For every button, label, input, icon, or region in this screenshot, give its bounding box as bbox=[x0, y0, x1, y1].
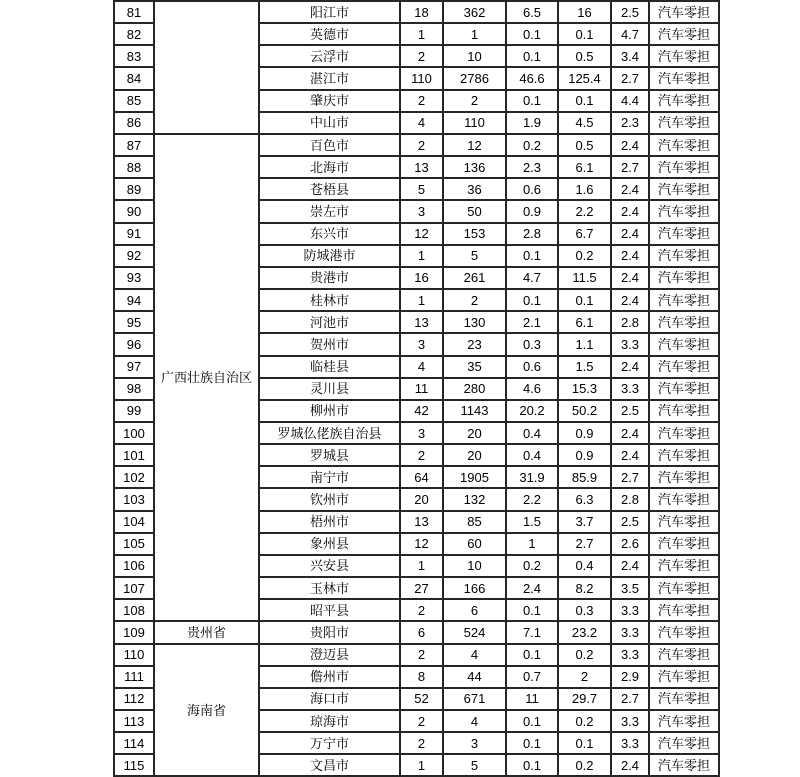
freight-type-cell: 汽车零担 bbox=[649, 156, 719, 178]
value-cell: 6.1 bbox=[558, 156, 611, 178]
city-cell: 灵川县 bbox=[259, 378, 400, 400]
value-cell: 3 bbox=[400, 200, 443, 222]
row-number-cell: 112 bbox=[114, 688, 154, 710]
value-cell: 6.1 bbox=[558, 311, 611, 333]
value-cell: 0.4 bbox=[558, 555, 611, 577]
value-cell: 0.4 bbox=[506, 444, 558, 466]
value-cell: 11 bbox=[400, 378, 443, 400]
city-cell: 肇庆市 bbox=[259, 90, 400, 112]
value-cell: 0.4 bbox=[506, 422, 558, 444]
value-cell: 2.8 bbox=[611, 311, 649, 333]
freight-type-cell: 汽车零担 bbox=[649, 223, 719, 245]
value-cell: 3 bbox=[400, 333, 443, 355]
freight-type-cell: 汽车零担 bbox=[649, 45, 719, 67]
value-cell: 0.1 bbox=[506, 90, 558, 112]
value-cell: 8.2 bbox=[558, 577, 611, 599]
value-cell: 0.1 bbox=[558, 289, 611, 311]
city-cell: 北海市 bbox=[259, 156, 400, 178]
value-cell: 0.5 bbox=[558, 45, 611, 67]
value-cell: 10 bbox=[443, 45, 506, 67]
value-cell: 2 bbox=[400, 90, 443, 112]
value-cell: 4.4 bbox=[611, 90, 649, 112]
value-cell: 1.5 bbox=[558, 356, 611, 378]
value-cell: 2.4 bbox=[611, 223, 649, 245]
city-cell: 桂林市 bbox=[259, 289, 400, 311]
value-cell: 0.1 bbox=[506, 732, 558, 754]
value-cell: 136 bbox=[443, 156, 506, 178]
value-cell: 1.1 bbox=[558, 333, 611, 355]
value-cell: 4 bbox=[443, 710, 506, 732]
value-cell: 2.4 bbox=[611, 356, 649, 378]
row-number-cell: 105 bbox=[114, 533, 154, 555]
value-cell: 2.2 bbox=[506, 488, 558, 510]
row-number-cell: 92 bbox=[114, 245, 154, 267]
table-row bbox=[114, 134, 719, 156]
value-cell: 0.9 bbox=[558, 422, 611, 444]
value-cell: 0.1 bbox=[506, 45, 558, 67]
row-number-cell: 109 bbox=[114, 621, 154, 643]
city-cell: 罗城县 bbox=[259, 444, 400, 466]
city-cell: 象州县 bbox=[259, 533, 400, 555]
row-number-cell: 95 bbox=[114, 311, 154, 333]
freight-type-cell: 汽车零担 bbox=[649, 666, 719, 688]
value-cell: 12 bbox=[400, 533, 443, 555]
freight-type-cell: 汽车零担 bbox=[649, 245, 719, 267]
value-cell: 1 bbox=[506, 533, 558, 555]
value-cell: 2 bbox=[400, 732, 443, 754]
row-number-cell: 113 bbox=[114, 710, 154, 732]
freight-type-cell: 汽车零担 bbox=[649, 754, 719, 776]
value-cell: 1.9 bbox=[506, 112, 558, 134]
value-cell: 1 bbox=[400, 754, 443, 776]
value-cell: 2.8 bbox=[611, 488, 649, 510]
value-cell: 2.2 bbox=[558, 200, 611, 222]
city-cell: 昭平县 bbox=[259, 599, 400, 621]
value-cell: 20 bbox=[400, 488, 443, 510]
freight-type-cell: 汽车零担 bbox=[649, 511, 719, 533]
row-number-cell: 89 bbox=[114, 178, 154, 200]
value-cell: 1.6 bbox=[558, 178, 611, 200]
value-cell: 3.3 bbox=[611, 378, 649, 400]
value-cell: 1 bbox=[400, 23, 443, 45]
value-cell: 29.7 bbox=[558, 688, 611, 710]
freight-type-cell: 汽车零担 bbox=[649, 289, 719, 311]
freight-type-cell: 汽车零担 bbox=[649, 200, 719, 222]
value-cell: 20 bbox=[443, 444, 506, 466]
value-cell: 4 bbox=[400, 112, 443, 134]
value-cell: 4.6 bbox=[506, 378, 558, 400]
freight-type-cell: 汽车零担 bbox=[649, 533, 719, 555]
value-cell: 2.7 bbox=[611, 466, 649, 488]
value-cell: 4.5 bbox=[558, 112, 611, 134]
value-cell: 2 bbox=[400, 134, 443, 156]
value-cell: 6.3 bbox=[558, 488, 611, 510]
province-cell: 贵州省 bbox=[154, 621, 259, 643]
province-cell bbox=[154, 1, 259, 134]
value-cell: 2.4 bbox=[611, 555, 649, 577]
value-cell: 23 bbox=[443, 333, 506, 355]
value-cell: 0.1 bbox=[506, 245, 558, 267]
value-cell: 13 bbox=[400, 156, 443, 178]
value-cell: 0.6 bbox=[506, 356, 558, 378]
value-cell: 125.4 bbox=[558, 67, 611, 89]
city-cell: 云浮市 bbox=[259, 45, 400, 67]
value-cell: 3.3 bbox=[611, 621, 649, 643]
freight-table-wrap bbox=[113, 0, 720, 777]
row-number-cell: 87 bbox=[114, 134, 154, 156]
value-cell: 166 bbox=[443, 577, 506, 599]
value-cell: 0.2 bbox=[558, 644, 611, 666]
value-cell: 2.8 bbox=[506, 223, 558, 245]
value-cell: 50.2 bbox=[558, 400, 611, 422]
value-cell: 0.2 bbox=[558, 245, 611, 267]
value-cell: 0.3 bbox=[558, 599, 611, 621]
city-cell: 苍梧县 bbox=[259, 178, 400, 200]
freight-type-cell: 汽车零担 bbox=[649, 688, 719, 710]
value-cell: 2.4 bbox=[611, 754, 649, 776]
city-cell: 罗城仫佬族自治县 bbox=[259, 422, 400, 444]
value-cell: 11 bbox=[506, 688, 558, 710]
row-number-cell: 108 bbox=[114, 599, 154, 621]
value-cell: 2.4 bbox=[611, 289, 649, 311]
freight-type-cell: 汽车零担 bbox=[649, 356, 719, 378]
value-cell: 1.5 bbox=[506, 511, 558, 533]
value-cell: 2.4 bbox=[611, 267, 649, 289]
value-cell: 2.5 bbox=[611, 511, 649, 533]
freight-type-cell: 汽车零担 bbox=[649, 422, 719, 444]
value-cell: 261 bbox=[443, 267, 506, 289]
value-cell: 2.5 bbox=[611, 400, 649, 422]
value-cell: 2.1 bbox=[506, 311, 558, 333]
row-number-cell: 86 bbox=[114, 112, 154, 134]
value-cell: 0.9 bbox=[558, 444, 611, 466]
freight-type-cell: 汽车零担 bbox=[649, 378, 719, 400]
value-cell: 0.1 bbox=[506, 754, 558, 776]
city-cell: 百色市 bbox=[259, 134, 400, 156]
row-number-cell: 114 bbox=[114, 732, 154, 754]
value-cell: 2.4 bbox=[506, 577, 558, 599]
value-cell: 0.1 bbox=[558, 732, 611, 754]
row-number-cell: 91 bbox=[114, 223, 154, 245]
city-cell: 贵阳市 bbox=[259, 621, 400, 643]
value-cell: 2.3 bbox=[506, 156, 558, 178]
row-number-cell: 83 bbox=[114, 45, 154, 67]
row-number-cell: 84 bbox=[114, 67, 154, 89]
value-cell: 4.7 bbox=[611, 23, 649, 45]
freight-type-cell: 汽车零担 bbox=[649, 732, 719, 754]
value-cell: 2.4 bbox=[611, 200, 649, 222]
city-cell: 南宁市 bbox=[259, 466, 400, 488]
city-cell: 东兴市 bbox=[259, 223, 400, 245]
freight-type-cell: 汽车零担 bbox=[649, 23, 719, 45]
freight-type-cell: 汽车零担 bbox=[649, 90, 719, 112]
city-cell: 兴安县 bbox=[259, 555, 400, 577]
value-cell: 362 bbox=[443, 1, 506, 23]
value-cell: 0.1 bbox=[506, 289, 558, 311]
city-cell: 湛江市 bbox=[259, 67, 400, 89]
row-number-cell: 111 bbox=[114, 666, 154, 688]
value-cell: 20.2 bbox=[506, 400, 558, 422]
row-number-cell: 88 bbox=[114, 156, 154, 178]
city-cell: 儋州市 bbox=[259, 666, 400, 688]
value-cell: 4 bbox=[443, 644, 506, 666]
freight-type-cell: 汽车零担 bbox=[649, 134, 719, 156]
value-cell: 46.6 bbox=[506, 67, 558, 89]
value-cell: 2.4 bbox=[611, 134, 649, 156]
freight-type-cell: 汽车零担 bbox=[649, 112, 719, 134]
freight-type-cell: 汽车零担 bbox=[649, 488, 719, 510]
city-cell: 玉林市 bbox=[259, 577, 400, 599]
value-cell: 280 bbox=[443, 378, 506, 400]
city-cell: 崇左市 bbox=[259, 200, 400, 222]
city-cell: 澄迈县 bbox=[259, 644, 400, 666]
value-cell: 8 bbox=[400, 666, 443, 688]
value-cell: 2 bbox=[443, 90, 506, 112]
city-cell: 防城港市 bbox=[259, 245, 400, 267]
value-cell: 0.2 bbox=[558, 710, 611, 732]
value-cell: 2.7 bbox=[611, 156, 649, 178]
value-cell: 12 bbox=[400, 223, 443, 245]
value-cell: 0.7 bbox=[506, 666, 558, 688]
value-cell: 3.3 bbox=[611, 710, 649, 732]
city-cell: 河池市 bbox=[259, 311, 400, 333]
row-number-cell: 103 bbox=[114, 488, 154, 510]
value-cell: 1 bbox=[400, 289, 443, 311]
province-cell: 广西壮族自治区 bbox=[154, 134, 259, 621]
row-number-cell: 110 bbox=[114, 644, 154, 666]
table-row bbox=[114, 621, 719, 643]
value-cell: 0.5 bbox=[558, 134, 611, 156]
value-cell: 2 bbox=[400, 45, 443, 67]
province-cell: 海南省 bbox=[154, 644, 259, 777]
value-cell: 110 bbox=[443, 112, 506, 134]
value-cell: 3.3 bbox=[611, 333, 649, 355]
value-cell: 3.4 bbox=[611, 45, 649, 67]
value-cell: 85 bbox=[443, 511, 506, 533]
value-cell: 23.2 bbox=[558, 621, 611, 643]
city-cell: 钦州市 bbox=[259, 488, 400, 510]
value-cell: 6 bbox=[400, 621, 443, 643]
row-number-cell: 90 bbox=[114, 200, 154, 222]
value-cell: 130 bbox=[443, 311, 506, 333]
value-cell: 2 bbox=[400, 644, 443, 666]
value-cell: 2786 bbox=[443, 67, 506, 89]
value-cell: 1905 bbox=[443, 466, 506, 488]
value-cell: 671 bbox=[443, 688, 506, 710]
freight-type-cell: 汽车零担 bbox=[649, 400, 719, 422]
value-cell: 6.5 bbox=[506, 1, 558, 23]
value-cell: 2.7 bbox=[558, 533, 611, 555]
value-cell: 0.9 bbox=[506, 200, 558, 222]
value-cell: 2.4 bbox=[611, 422, 649, 444]
city-cell: 文昌市 bbox=[259, 754, 400, 776]
freight-type-cell: 汽车零担 bbox=[649, 710, 719, 732]
value-cell: 0.1 bbox=[506, 599, 558, 621]
city-cell: 贵港市 bbox=[259, 267, 400, 289]
freight-type-cell: 汽车零担 bbox=[649, 1, 719, 23]
freight-type-cell: 汽车零担 bbox=[649, 311, 719, 333]
row-number-cell: 115 bbox=[114, 754, 154, 776]
value-cell: 0.2 bbox=[506, 555, 558, 577]
value-cell: 27 bbox=[400, 577, 443, 599]
freight-type-cell: 汽车零担 bbox=[649, 621, 719, 643]
row-number-cell: 101 bbox=[114, 444, 154, 466]
value-cell: 3 bbox=[443, 732, 506, 754]
value-cell: 16 bbox=[400, 267, 443, 289]
value-cell: 2.4 bbox=[611, 444, 649, 466]
value-cell: 2.3 bbox=[611, 112, 649, 134]
row-number-cell: 102 bbox=[114, 466, 154, 488]
value-cell: 1 bbox=[400, 555, 443, 577]
freight-type-cell: 汽车零担 bbox=[649, 599, 719, 621]
row-number-cell: 96 bbox=[114, 333, 154, 355]
row-number-cell: 94 bbox=[114, 289, 154, 311]
value-cell: 2.7 bbox=[611, 688, 649, 710]
city-cell: 万宁市 bbox=[259, 732, 400, 754]
value-cell: 6 bbox=[443, 599, 506, 621]
value-cell: 3.3 bbox=[611, 599, 649, 621]
value-cell: 85.9 bbox=[558, 466, 611, 488]
value-cell: 10 bbox=[443, 555, 506, 577]
value-cell: 3 bbox=[400, 422, 443, 444]
freight-type-cell: 汽车零担 bbox=[649, 178, 719, 200]
table-body bbox=[114, 1, 719, 776]
freight-type-cell: 汽车零担 bbox=[649, 67, 719, 89]
value-cell: 1 bbox=[400, 245, 443, 267]
city-cell: 贺州市 bbox=[259, 333, 400, 355]
value-cell: 2 bbox=[558, 666, 611, 688]
city-cell: 中山市 bbox=[259, 112, 400, 134]
value-cell: 0.1 bbox=[558, 23, 611, 45]
value-cell: 4.7 bbox=[506, 267, 558, 289]
freight-type-cell: 汽车零担 bbox=[649, 466, 719, 488]
value-cell: 2.9 bbox=[611, 666, 649, 688]
value-cell: 7.1 bbox=[506, 621, 558, 643]
value-cell: 2 bbox=[400, 710, 443, 732]
value-cell: 3.3 bbox=[611, 644, 649, 666]
value-cell: 2.5 bbox=[611, 1, 649, 23]
value-cell: 5 bbox=[443, 754, 506, 776]
value-cell: 2.7 bbox=[611, 67, 649, 89]
value-cell: 5 bbox=[400, 178, 443, 200]
value-cell: 5 bbox=[443, 245, 506, 267]
city-cell: 阳江市 bbox=[259, 1, 400, 23]
value-cell: 2 bbox=[400, 444, 443, 466]
value-cell: 1143 bbox=[443, 400, 506, 422]
table-row bbox=[114, 1, 719, 23]
freight-table bbox=[113, 0, 720, 777]
value-cell: 3.3 bbox=[611, 732, 649, 754]
value-cell: 0.1 bbox=[506, 710, 558, 732]
value-cell: 36 bbox=[443, 178, 506, 200]
row-number-cell: 106 bbox=[114, 555, 154, 577]
value-cell: 4 bbox=[400, 356, 443, 378]
value-cell: 42 bbox=[400, 400, 443, 422]
value-cell: 13 bbox=[400, 511, 443, 533]
value-cell: 0.6 bbox=[506, 178, 558, 200]
city-cell: 柳州市 bbox=[259, 400, 400, 422]
value-cell: 64 bbox=[400, 466, 443, 488]
value-cell: 12 bbox=[443, 134, 506, 156]
value-cell: 2.4 bbox=[611, 245, 649, 267]
value-cell: 60 bbox=[443, 533, 506, 555]
row-number-cell: 98 bbox=[114, 378, 154, 400]
row-number-cell: 107 bbox=[114, 577, 154, 599]
value-cell: 1 bbox=[443, 23, 506, 45]
value-cell: 0.3 bbox=[506, 333, 558, 355]
value-cell: 50 bbox=[443, 200, 506, 222]
value-cell: 15.3 bbox=[558, 378, 611, 400]
value-cell: 132 bbox=[443, 488, 506, 510]
value-cell: 524 bbox=[443, 621, 506, 643]
value-cell: 6.7 bbox=[558, 223, 611, 245]
value-cell: 3.7 bbox=[558, 511, 611, 533]
value-cell: 44 bbox=[443, 666, 506, 688]
freight-type-cell: 汽车零担 bbox=[649, 267, 719, 289]
value-cell: 52 bbox=[400, 688, 443, 710]
value-cell: 2 bbox=[400, 599, 443, 621]
freight-type-cell: 汽车零担 bbox=[649, 555, 719, 577]
value-cell: 18 bbox=[400, 1, 443, 23]
row-number-cell: 85 bbox=[114, 90, 154, 112]
row-number-cell: 100 bbox=[114, 422, 154, 444]
row-number-cell: 93 bbox=[114, 267, 154, 289]
value-cell: 31.9 bbox=[506, 466, 558, 488]
value-cell: 110 bbox=[400, 67, 443, 89]
value-cell: 0.2 bbox=[506, 134, 558, 156]
city-cell: 梧州市 bbox=[259, 511, 400, 533]
row-number-cell: 81 bbox=[114, 1, 154, 23]
row-number-cell: 97 bbox=[114, 356, 154, 378]
value-cell: 16 bbox=[558, 1, 611, 23]
city-cell: 英德市 bbox=[259, 23, 400, 45]
value-cell: 0.1 bbox=[506, 644, 558, 666]
table-row bbox=[114, 644, 719, 666]
value-cell: 3.5 bbox=[611, 577, 649, 599]
value-cell: 13 bbox=[400, 311, 443, 333]
row-number-cell: 104 bbox=[114, 511, 154, 533]
freight-type-cell: 汽车零担 bbox=[649, 333, 719, 355]
city-cell: 临桂县 bbox=[259, 356, 400, 378]
row-number-cell: 99 bbox=[114, 400, 154, 422]
city-cell: 琼海市 bbox=[259, 710, 400, 732]
value-cell: 2 bbox=[443, 289, 506, 311]
value-cell: 35 bbox=[443, 356, 506, 378]
value-cell: 2.4 bbox=[611, 178, 649, 200]
freight-type-cell: 汽车零担 bbox=[649, 444, 719, 466]
value-cell: 2.6 bbox=[611, 533, 649, 555]
value-cell: 0.1 bbox=[506, 23, 558, 45]
value-cell: 0.1 bbox=[558, 90, 611, 112]
value-cell: 0.2 bbox=[558, 754, 611, 776]
value-cell: 153 bbox=[443, 223, 506, 245]
value-cell: 11.5 bbox=[558, 267, 611, 289]
value-cell: 20 bbox=[443, 422, 506, 444]
row-number-cell: 82 bbox=[114, 23, 154, 45]
freight-type-cell: 汽车零担 bbox=[649, 577, 719, 599]
freight-type-cell: 汽车零担 bbox=[649, 644, 719, 666]
city-cell: 海口市 bbox=[259, 688, 400, 710]
